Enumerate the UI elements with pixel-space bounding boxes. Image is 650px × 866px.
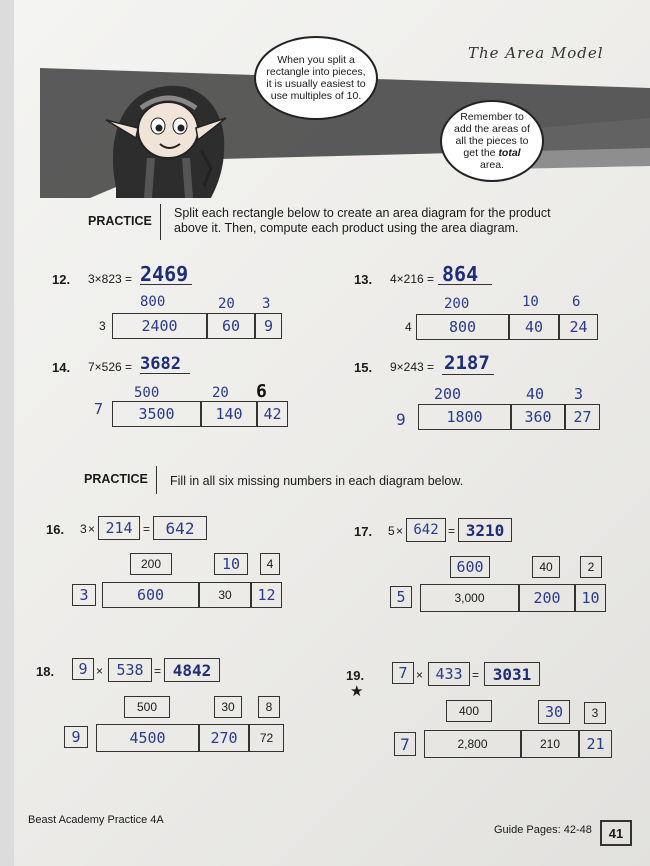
problem-12-number: 12.: [52, 272, 71, 287]
problem-15-cell-1[interactable]: 1800: [419, 405, 511, 429]
footer-book-title: Beast Academy Practice 4A: [28, 814, 164, 826]
problem-15-cell-2[interactable]: 360: [511, 405, 565, 429]
character-illustration: [96, 58, 246, 198]
problem-18-factor-a[interactable]: 9: [72, 658, 94, 680]
problem-15-side: 9: [396, 410, 406, 429]
problem-14-top-3: 6: [256, 381, 267, 402]
problem-19-top-2[interactable]: 30: [538, 700, 570, 724]
problem-19-top-1: 400: [446, 700, 492, 722]
problem-12-side: 3: [99, 319, 106, 333]
problem-12-cell-1[interactable]: 2400: [113, 314, 207, 338]
problem-15-answer[interactable]: 2187: [444, 352, 490, 374]
problem-18-times: ×: [96, 664, 104, 678]
footer-guide-pages: Guide Pages: 42-48: [494, 824, 592, 836]
problem-12-cell-3[interactable]: 9: [255, 314, 281, 338]
problem-18-top-1: 500: [124, 696, 170, 718]
problem-16-factor-b[interactable]: 214: [98, 516, 140, 540]
problem-14-side: 7: [94, 400, 104, 418]
problem-19-product[interactable]: 3031: [484, 662, 540, 686]
problem-16-top-3: 4: [260, 553, 280, 575]
problem-18-top-3: 8: [258, 696, 280, 718]
problem-13-cell-3[interactable]: 24: [559, 315, 597, 339]
problem-16-times: ×: [88, 522, 96, 536]
problem-16-equals: =: [143, 522, 151, 536]
problem-17-top-2: 40: [532, 556, 560, 578]
problem-19-factor-a[interactable]: 7: [392, 662, 414, 684]
speech-bubble-right-text-end: area.: [480, 159, 504, 171]
problem-13-number: 13.: [354, 272, 373, 287]
problem-14-expression: 7×526 =: [88, 360, 133, 374]
problem-16-number: 16.: [46, 522, 65, 537]
problem-17-top-3: 2: [580, 556, 602, 578]
problem-19-cell-2: 210: [521, 731, 579, 757]
problem-16-product[interactable]: 642: [153, 516, 207, 540]
problem-13-answer[interactable]: 864: [442, 262, 479, 286]
problem-14-rectangle: [112, 401, 288, 427]
speech-bubble-right: [440, 100, 544, 182]
page-number: 41: [600, 820, 632, 846]
problem-13-cell-2[interactable]: 40: [509, 315, 559, 339]
speech-bubble-right-emphasis: total: [498, 147, 521, 159]
problem-19-rectangle: [424, 730, 612, 758]
problem-17-cell-2[interactable]: 200: [519, 585, 575, 611]
problem-19-cell-1: 2,800: [425, 731, 521, 757]
practice1-label: PRACTICE: [88, 214, 152, 228]
problem-15-top-1: 200: [434, 385, 462, 403]
practice2-instruction: Fill in all six missing numbers in each diagram below.: [170, 474, 464, 488]
problem-15-number: 15.: [354, 360, 373, 375]
practice1-divider: [160, 204, 161, 240]
problem-12-top-1: 800: [140, 294, 166, 310]
problem-16-cell-1[interactable]: 600: [103, 583, 199, 607]
problem-17-number: 17.: [354, 524, 373, 539]
problem-12-top-2: 20: [218, 296, 235, 312]
problem-14-cell-1[interactable]: 3500: [113, 402, 201, 426]
practice2-divider: [156, 466, 157, 494]
problem-17-times: ×: [396, 524, 404, 538]
problem-14-top-2: 20: [212, 385, 229, 401]
problem-12-expression: 3×823 =: [88, 272, 133, 286]
problem-16-cell-2: 30: [199, 583, 251, 607]
problem-14-top-1: 500: [134, 385, 160, 401]
problem-15-cell-3[interactable]: 27: [565, 405, 599, 429]
problem-15-rectangle: [418, 404, 600, 430]
problem-16-factor-a: 3: [80, 522, 87, 536]
challenge-star-icon: ★: [350, 683, 364, 700]
problem-18-cell-1[interactable]: 4500: [97, 725, 199, 751]
problem-17-equals: =: [448, 524, 456, 538]
problem-17-cell-3[interactable]: 10: [575, 585, 605, 611]
problem-13-rectangle: [416, 314, 598, 340]
problem-16-top-1: 200: [130, 553, 172, 575]
problem-18-equals: =: [154, 664, 162, 678]
speech-bubble-right-text: Remember to add the areas of all the pieces to get the: [454, 111, 530, 159]
problem-19-times: ×: [416, 668, 424, 682]
problem-17-top-1[interactable]: 600: [450, 556, 490, 578]
practice1-instruction: Split each rectangle below to create an area diagram for the product above it. Then, compute each product using the area diagram.: [174, 206, 551, 235]
problem-18-top-2: 30: [214, 696, 242, 718]
problem-14-cell-2[interactable]: 140: [201, 402, 257, 426]
speech-bubble-left: [254, 36, 378, 120]
page-title: The Area Model: [468, 44, 604, 62]
problem-16-top-2[interactable]: 10: [214, 553, 248, 575]
problem-17-rectangle: [420, 584, 606, 612]
problem-12-answer[interactable]: 2469: [140, 262, 189, 286]
problem-14-answer[interactable]: 3682: [140, 354, 181, 374]
problem-19-top-3: 3: [584, 702, 606, 724]
problem-18-side[interactable]: 9: [64, 726, 88, 748]
problem-17-factor-b[interactable]: 642: [406, 518, 446, 542]
problem-16-cell-3[interactable]: 12: [251, 583, 281, 607]
problem-17-product[interactable]: 3210: [458, 518, 512, 542]
problem-19-factor-b[interactable]: 433: [428, 662, 470, 686]
practice2-label: PRACTICE: [84, 472, 148, 486]
problem-13-side: 4: [405, 320, 412, 334]
problem-12-rectangle: [112, 313, 282, 339]
problem-18-number: 18.: [36, 664, 55, 679]
problem-14-number: 14.: [52, 360, 71, 375]
problem-17-cell-1: 3,000: [421, 585, 519, 611]
problem-13-expression: 4×216 =: [390, 272, 435, 286]
problem-15-expression: 9×243 =: [390, 360, 435, 374]
problem-16-side[interactable]: 3: [72, 584, 96, 606]
problem-15-top-3: 3: [574, 385, 584, 403]
problem-19-equals: =: [472, 668, 480, 682]
problem-13-cell-1[interactable]: 800: [417, 315, 509, 339]
problem-18-cell-2[interactable]: 270: [199, 725, 249, 751]
problem-17-side[interactable]: 5: [390, 586, 412, 608]
problem-13-top-3: 6: [572, 294, 581, 310]
speech-bubble-left-text: When you split a rectangle into pieces, it is usually easiest to use multiples of 10.: [266, 54, 366, 102]
problem-13-top-1: 200: [444, 296, 470, 312]
problem-14-cell-3[interactable]: 42: [257, 402, 287, 426]
problem-17-factor-a: 5: [388, 524, 395, 538]
problem-18-product[interactable]: 4842: [164, 658, 220, 682]
problem-12-cell-2[interactable]: 60: [207, 314, 255, 338]
problem-18-rectangle: [96, 724, 284, 752]
problem-12-top-3: 3: [262, 296, 271, 312]
problem-15-top-2: 40: [526, 385, 545, 403]
problem-18-cell-3: 72: [249, 725, 283, 751]
problem-19-cell-3[interactable]: 21: [579, 731, 611, 757]
problem-19-side[interactable]: 7: [394, 732, 416, 756]
problem-13-top-2: 10: [522, 294, 539, 310]
problem-16-rectangle: [102, 582, 282, 608]
problem-18-factor-b[interactable]: 538: [108, 658, 152, 682]
problem-19-number: 19.: [346, 668, 365, 683]
